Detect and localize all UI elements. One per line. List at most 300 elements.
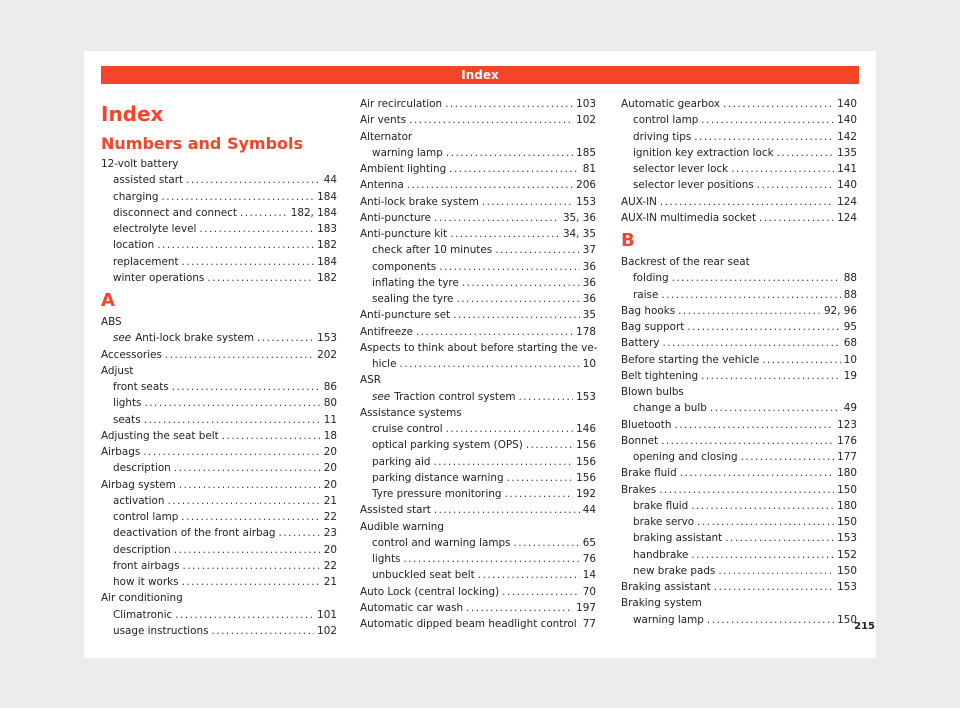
dot-leader [659,482,834,498]
entry-term: location [113,239,155,252]
entry-page-ref: 140 [837,98,857,110]
entry-term: parking aid [372,455,431,468]
entry-term: braking assistant [633,532,723,545]
entry-term: disconnect and connect [113,206,237,219]
entry-term: seats [113,413,141,426]
dot-leader [199,221,314,237]
entry-term: front seats [113,381,169,393]
dot-leader [714,579,834,595]
entry-page-ref: 185 [576,146,596,159]
index-entry [101,330,337,346]
index-heading: Assistance systems [360,406,462,419]
dot-leader [222,428,321,444]
index-entry [101,623,337,639]
index-heading: ASR [360,374,381,387]
entry-page-ref: 182 [317,239,337,252]
entry-page-ref: 76 [582,553,596,565]
index-heading: Air conditioning [101,592,183,605]
entry-page-ref: 95 [843,321,857,333]
index-entry [360,177,596,193]
entry-page-ref: 37 [582,244,596,257]
index-entry [621,145,857,161]
index-entry [621,482,857,498]
entry-term: Brake fluid [621,467,677,480]
index-entry [360,486,596,502]
index-entry [101,189,337,205]
entry-page-ref: 153 [576,390,596,403]
dot-leader [505,486,574,502]
entry-page-ref: 142 [837,130,857,143]
entry-page-ref: 153 [317,332,337,345]
entry-term: lights [113,397,142,410]
entry-term: Anti-puncture [360,211,431,224]
index-entry [360,291,596,307]
dot-leader [212,623,315,639]
entry-page-ref: 20 [323,543,337,556]
entry-term: Antenna [360,179,404,192]
dot-leader [687,319,840,335]
entry-term: Anti-lock brake system [360,195,479,208]
entry-term: handbrake [633,548,689,561]
entry-page-ref: 19 [843,369,857,382]
entry-page-ref: 36 [582,260,596,273]
entry-page-ref: 10 [582,358,596,370]
dot-leader [174,542,321,558]
index-heading: 12-volt battery [101,158,179,170]
entry-page-ref: 14 [582,569,596,582]
index-entry [621,579,857,595]
index-heading: Backrest of the rear seat [621,256,750,268]
see-reference: see [372,390,391,403]
dot-leader [718,563,834,579]
dot-leader [399,356,579,372]
entry-page-ref: 178 [576,325,596,338]
index-entry [101,542,337,558]
index-heading: ABS [101,316,122,328]
entry-page-ref: 156 [576,439,596,452]
entry-page-ref: 44 [582,504,596,517]
entry-term: assisted start [113,174,184,187]
index-entry [101,444,337,460]
index-entry [101,379,337,395]
entry-term: AUX-IN multimedia socket [621,211,757,224]
index-entry [101,254,337,270]
index-entry [360,96,596,112]
index-entry [621,514,857,530]
dot-leader [434,210,560,226]
index-heading: Blown bulbs [621,386,684,398]
entry-term: control lamp [633,114,699,127]
entry-term-text: Anti-lock brake system [135,332,255,345]
entry-term: control and warning lamps [372,536,511,549]
index-entry [621,612,857,628]
dot-leader [157,237,314,253]
entry-page-ref: 44 [323,174,337,187]
index-entry [360,454,596,470]
entry-list [101,314,337,639]
entry-page-ref: 101 [317,608,337,621]
entry-page-ref: 123 [837,418,857,431]
entry-term: deactivation of the front airbag [113,527,276,540]
dot-leader [707,612,834,628]
dot-leader [495,242,580,258]
entry-term: winter operations [113,271,205,284]
entry-term: brake servo [633,516,695,528]
entry-page-ref: 150 [837,483,857,496]
entry-term: opening and closing [633,451,738,463]
dot-leader [513,535,579,551]
entry-page-ref: 180 [837,467,857,480]
entry-term [113,330,254,346]
entry-page-ref: 152 [837,548,857,561]
entry-term: electrolyte level [113,223,197,235]
index-entry [621,112,857,128]
entry-term: Assisted start [360,504,431,517]
index-entry [360,307,596,323]
entry-term: charging [113,190,159,203]
dot-leader [434,502,580,518]
page-header: Index [101,66,859,84]
index-entry [621,335,857,351]
dot-leader [403,551,579,567]
entry-page-ref: 156 [576,455,596,468]
entry-term: Airbags [101,446,141,458]
entry-term: Accessories [101,348,162,361]
entry-page-ref: 88 [843,272,857,285]
entry-term: unbuckled seat belt [372,569,475,582]
dot-leader [462,275,580,291]
entry-page-ref: 18 [323,429,337,442]
dot-leader [143,444,321,460]
entry-page-ref: 88 [843,288,857,301]
dot-leader [179,477,321,493]
entry-page-ref: 140 [837,114,857,127]
dot-leader [466,600,573,616]
index-entry [360,551,596,567]
index-entry [101,607,337,623]
dot-leader [167,493,320,509]
entry-term: components [372,260,437,273]
index-entry [101,428,337,444]
see-reference: see [113,332,132,345]
index-entry [621,319,857,335]
index-entry [101,221,337,237]
index-entry [621,433,857,449]
dot-leader [662,335,840,351]
dot-leader [407,177,573,193]
index-entry [101,477,337,493]
index-entry [101,205,337,221]
index-entry [621,400,857,416]
index-heading: Aspects to think about before starting the ve- [360,341,598,354]
entry-page-ref: 135 [837,146,857,159]
entry-page-ref: 34, 35 [562,228,596,240]
entry-page-ref: 124 [837,195,857,208]
index-entry [621,465,857,481]
index-entry [101,237,337,253]
index-entry [360,502,596,518]
dot-leader [757,177,834,193]
entry-page-ref: 140 [837,179,857,192]
entry-term: Antifreeze [360,325,413,338]
entry-term: Automatic gearbox [621,98,720,110]
entry-page-ref: 22 [323,511,337,523]
entry-term: description [113,462,171,475]
dot-leader [257,330,314,346]
index-entry [621,368,857,384]
dot-leader [777,145,835,161]
entry-term: front airbags [113,559,180,572]
index-entry [360,242,596,258]
index-heading: Braking system [621,597,702,610]
index-entry [621,417,857,433]
entry-page-ref: 68 [843,337,857,350]
dot-leader [691,547,834,563]
entry-page-ref: 206 [576,179,596,192]
dot-leader [182,574,321,590]
dot-leader [279,525,321,541]
dot-leader [518,389,573,405]
entry-page-ref: 192 [576,488,596,500]
entry-term: Before starting the vehicle [621,353,760,366]
index-column-3 [621,96,857,628]
entry-term: Anti-puncture kit [360,228,448,240]
entry-term: check after 10 minutes [372,244,493,257]
entry-page-ref: 35 [582,309,596,322]
entry-page-ref: 20 [323,462,337,475]
entry-page-ref: 20 [323,446,337,458]
dot-leader [660,194,834,210]
dot-leader [661,433,834,449]
entry-term: selector lever lock [633,163,729,175]
entry-term-text: Traction control system [394,390,516,403]
entry-page-ref: 184 [317,190,337,203]
index-entry [101,558,337,574]
index-entry [360,421,596,437]
entry-term: hicle [372,358,397,370]
entry-term: inflating the tyre [372,276,459,289]
index-entry [101,525,337,541]
index-entry [360,437,596,453]
dot-leader [678,303,821,319]
entry-term: Brakes [621,483,657,496]
index-entry [621,303,857,319]
dot-leader [672,270,841,286]
entry-page-ref: 35, 36 [562,211,596,224]
entry-page-ref: 202 [317,348,337,361]
dot-leader [674,417,834,433]
index-title: Index [101,102,164,126]
dot-leader [174,460,321,476]
entry-term: sealing the tyre [372,293,454,305]
index-entry [101,172,337,188]
entry-page-ref: 49 [843,402,857,415]
entry-page-ref: 86 [323,381,337,393]
index-entry [360,112,596,128]
entry-page-ref: 11 [323,413,337,426]
entry-page-ref: 156 [576,471,596,484]
section-letter-a: A [101,290,115,311]
index-entry [360,275,596,291]
index-heading: Audible warning [360,520,444,533]
entry-page-ref: 70 [582,585,596,598]
dot-leader [680,465,834,481]
dot-leader [186,172,321,188]
dot-leader [661,287,840,303]
entry-term: activation [113,494,165,507]
index-entry [360,616,596,632]
dot-leader [439,259,580,275]
section-title-numbers-symbols: Numbers and Symbols [101,134,304,153]
entry-term: parking distance warning [372,471,504,484]
entry-term: folding [633,272,669,285]
entry-term: warning lamp [372,146,443,159]
dot-leader [409,112,573,128]
index-entry [360,210,596,226]
index-entry [101,412,337,428]
index-entry [621,194,857,210]
dot-leader [165,347,314,363]
entry-page-ref: 183 [317,223,337,235]
entry-page-ref: 23 [323,527,337,540]
index-entry [360,470,596,486]
index-entry [360,356,596,372]
dot-leader [725,530,834,546]
index-column-1 [101,96,337,639]
entry-term: selector lever positions [633,179,754,192]
entry-list [621,254,857,628]
index-entry [621,352,857,368]
dot-leader [433,454,573,470]
index-entry [621,530,857,546]
entry-page-ref: 180 [837,499,857,512]
index-heading: Adjust [101,364,134,377]
entry-term: cruise control [372,423,443,435]
entry-term: new brake pads [633,564,716,577]
entry-term: Battery [621,337,660,350]
dot-leader [446,145,573,161]
entry-page-ref: 10 [843,353,857,366]
dot-leader [181,509,320,525]
dot-leader [449,161,580,177]
entry-term: raise [633,288,659,301]
dot-leader [183,558,321,574]
entry-page-ref: 36 [582,276,596,289]
dot-leader [723,96,834,112]
entry-page-ref: 197 [576,601,596,614]
index-entry [621,161,857,177]
entry-term: Automatic car wash [360,601,464,614]
index-entry [360,567,596,583]
entry-page-ref: 20 [323,478,337,491]
dot-leader [161,189,314,205]
entry-term: Bonnet [621,434,659,447]
dot-leader [701,368,841,384]
entry-term: Bag support [621,321,685,333]
dot-leader [446,421,574,437]
index-entry [360,145,596,161]
dot-leader [741,449,835,465]
index-entry [621,563,857,579]
dot-leader [762,352,841,368]
entry-term: how it works [113,576,179,588]
entry-page-ref: 177 [837,451,857,463]
index-entry [360,389,596,405]
entry-page-ref: 102 [317,624,337,637]
entry-term: description [113,543,171,556]
entry-list [360,96,596,632]
entry-term: Adjusting the seat belt [101,429,219,442]
entry-page-ref: 65 [582,536,596,549]
dot-leader [482,194,573,210]
entry-term: control lamp [113,511,179,523]
index-heading: Alternator [360,130,413,143]
index-entry [621,129,857,145]
entry-term: driving tips [633,130,692,143]
index-entry [360,600,596,616]
index-entry [621,547,857,563]
dot-leader [450,226,560,242]
entry-term: Bag hooks [621,304,676,317]
entry-page-ref: 184 [317,255,337,268]
index-entry [101,509,337,525]
index-entry [101,460,337,476]
entry-page-ref: 146 [576,423,596,435]
entry-term: Automatic dipped beam headlight control [360,618,577,630]
section-letter-b: B [621,230,635,251]
index-entry [621,449,857,465]
entry-page-ref: 141 [837,163,857,175]
dot-leader [701,112,834,128]
entry-term: lights [372,553,401,565]
index-entry [360,226,596,242]
dot-leader [175,607,314,623]
entry-term: Auto Lock (central locking) [360,585,500,598]
index-entry [101,347,337,363]
dot-leader [172,379,321,395]
entry-term: change a bulb [633,402,707,415]
dot-leader [502,584,580,600]
index-entry [621,177,857,193]
entry-page-ref: 153 [576,195,596,208]
entry-term: Climatronic [113,608,173,621]
entry-page-ref: 81 [582,163,596,175]
entry-term: optical parking system (OPS) [372,439,523,452]
entry-page-ref: 21 [323,494,337,507]
index-entry [360,535,596,551]
dot-leader [710,400,841,416]
entry-page-ref: 21 [323,576,337,588]
entry-term: replacement [113,255,179,268]
entry-list [101,156,337,286]
entry-term: Air vents [360,114,407,127]
index-entry [101,395,337,411]
dot-leader [759,210,834,226]
entry-term: Tyre pressure monitoring [372,488,502,500]
dot-leader [445,96,573,112]
index-entry [101,493,337,509]
index-column-2 [360,96,596,632]
entry-page-ref: 103 [576,98,596,110]
dot-leader [144,412,321,428]
entry-page-ref: 150 [837,564,857,577]
entry-term: warning lamp [633,613,704,626]
index-entry [621,498,857,514]
entry-page-ref: 22 [323,559,337,572]
entry-term: Anti-puncture set [360,309,451,322]
dot-leader [240,205,288,221]
dot-leader [144,395,320,411]
